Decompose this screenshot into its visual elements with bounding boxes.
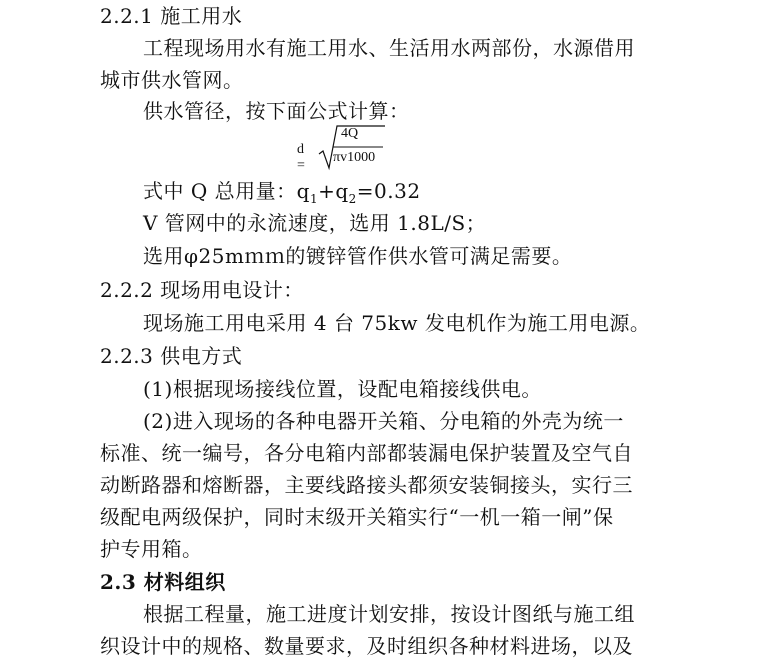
heading-2-2-2: 2.2.2 现场用电设计：: [100, 278, 304, 302]
formula-lhs: d =: [297, 142, 305, 173]
paragraph-line: (2)进入现场的各种电器开关箱、分电箱的外壳为统一: [143, 409, 624, 433]
paragraph-line: 标准、统一编号，各分电箱内部都装漏电保护装置及空气自: [100, 441, 633, 465]
heading-2-2-3: 2.2.3 供电方式: [100, 344, 243, 368]
paragraph-line: 级配电两级保护，同时末级开关箱实行“一机一箱一闸”保: [100, 505, 614, 529]
paragraph-line: 供水管径，按下面公式计算：: [143, 99, 410, 123]
paragraph-line: 选用φ25mｍｍ的镀锌管作供水管可满足需要。: [143, 244, 573, 268]
formula-numerator: 4Q: [341, 126, 359, 141]
paragraph-line: 现场施工用电采用 4 台 75kw 发电机作为施工用电源。: [143, 311, 651, 335]
q-total-label: 式中 Q 总用量：: [143, 179, 297, 203]
heading-2-3: 2.3 材料组织: [100, 570, 226, 594]
formula-denominator: πv1000: [333, 150, 376, 165]
paragraph-line: 护专用箱。: [100, 537, 203, 561]
paragraph-line: (1)根据现场接线位置，设配电箱接线供电。: [143, 377, 542, 401]
paragraph-line: 动断路器和熔断器，主要线路接头都须安装铜接头，实行三: [100, 473, 633, 497]
q-sum: $q_1+q_2=0.32$: [296, 179, 421, 206]
paragraph-line: 织设计中的规格、数量要求，及时组织各种材料进场，以及: [100, 634, 633, 658]
paragraph-line: 根据工程量，施工进度计划安排，按设计图纸与施工组: [143, 602, 635, 626]
paragraph-line: [143, 179, 421, 211]
paragraph-line: 工程现场用水有施工用水、生活用水两部份，水源借用: [143, 36, 635, 60]
paragraph-line: 城市供水管网。: [100, 68, 244, 92]
heading-2-2-1: 2.2.1 施工用水: [100, 4, 243, 28]
paragraph-line: V 管网中的永流速度，选用 1.8L/S；: [143, 211, 487, 235]
